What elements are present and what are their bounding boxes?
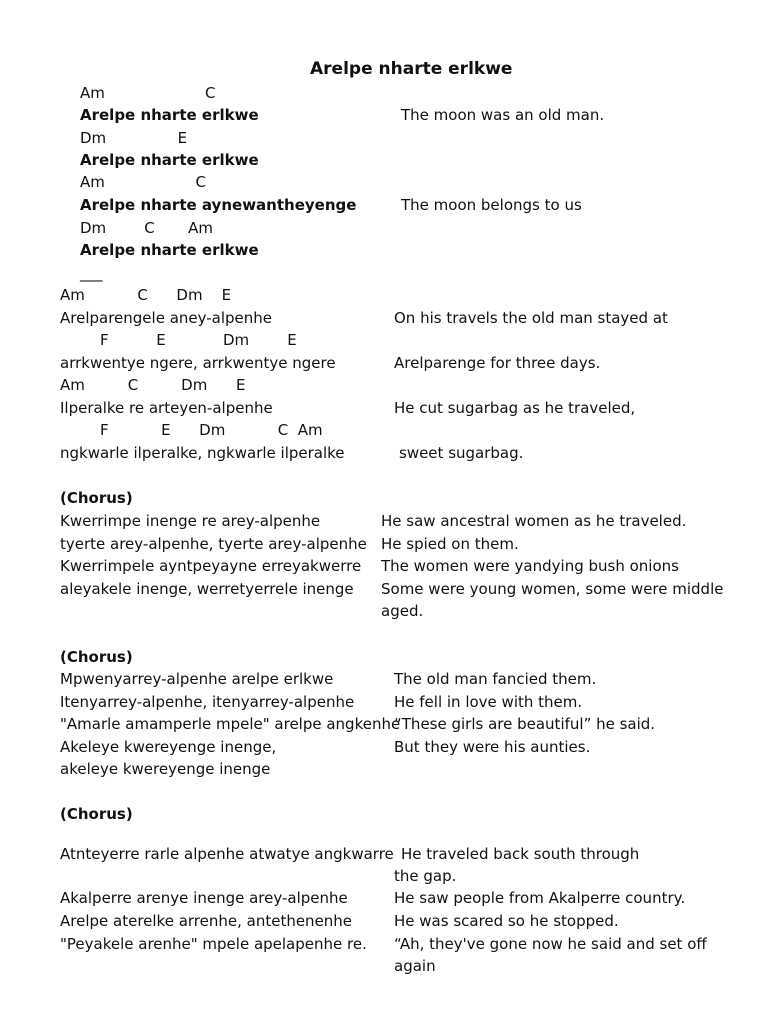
translation-line: He saw ancestral women as he traveled. (381, 512, 687, 530)
chord-line: Am C (80, 173, 206, 191)
lyric-line: tyerte arey-alpenhe, tyerte arey-alpenhe (60, 535, 367, 553)
chord-line: F E Dm C Am (100, 421, 323, 439)
lyric-line: Kwerrimpe inenge re arey-alpenhe (60, 512, 321, 530)
lyric-line: arrkwentye ngere, arrkwentye ngere (60, 354, 336, 372)
translation-line: On his travels the old man stayed at (394, 309, 668, 327)
translation-line: “These girls are beautiful” he said. (394, 715, 656, 733)
translation-line: “Ah, they've gone now he said and set off (394, 935, 707, 953)
lyric-line: ngkwarle ilperalke, ngkwarle ilperalke (60, 444, 345, 462)
lyric-line: akeleye kwereyenge inenge (60, 760, 271, 778)
lyric-line: Itenyarrey-alpenhe, itenyarrey-alpenhe (60, 693, 355, 711)
translation-line: The women were yandying bush onions (381, 557, 679, 575)
translation-line: Arelparenge for three days. (394, 354, 601, 372)
lyric-line: Arelpe nharte erlkwe (80, 151, 259, 169)
lyric-line: Akalperre arenye inenge arey-alpenhe (60, 889, 348, 907)
translation-line: He spied on them. (381, 535, 519, 553)
lyric-line: Atnteyerre rarle alpenhe atwatye angkwarre (60, 845, 394, 863)
lyric-line: Arelparengele aney-alpenhe (60, 309, 272, 327)
chord-line: Am C Dm E (60, 286, 232, 304)
lyric-line: Arelpe nharte erlkwe (80, 106, 259, 124)
lyric-line: Mpwenyarrey-alpenhe arelpe erlkwe (60, 670, 334, 688)
lyric-line: Arelpe aterelke arrenhe, antethenenhe (60, 912, 353, 930)
chorus-label: (Chorus) (60, 489, 133, 507)
translation-line: He traveled back south through (401, 845, 640, 863)
lyric-line: "Amarle amamperle mpele" arelpe angkenhe (60, 715, 401, 733)
chorus-label: (Chorus) (60, 648, 133, 666)
lyric-line: "Peyakele arenhe" mpele apelapenhe re. (60, 935, 367, 953)
translation-line: He cut sugarbag as he traveled, (394, 399, 636, 417)
chord-line: Am C (80, 84, 216, 102)
chord-line: Am C Dm E (60, 376, 246, 394)
translation-line: But they were his aunties. (394, 738, 591, 756)
translation-line: The moon belongs to us (401, 196, 582, 214)
lyric-line: aleyakele inenge, werretyerrele inenge (60, 580, 354, 598)
translation-line: He fell in love with them. (394, 693, 583, 711)
lyric-line: Kwerrimpele ayntpeyayne erreyakwerre (60, 557, 362, 575)
chord-line: Dm E (80, 129, 188, 147)
lyric-line: Ilperalke re arteyen-alpenhe (60, 399, 273, 417)
translation-line: the gap. (394, 867, 457, 885)
chord-line: F E Dm E (100, 331, 297, 349)
translation-line: The moon was an old man. (401, 106, 605, 124)
translation-line: He was scared so he stopped. (394, 912, 619, 930)
translation-line: aged. (381, 602, 424, 620)
lyric-line: Arelpe nharte erlkwe (80, 241, 259, 259)
translation-line: He saw people from Akalperre country. (394, 889, 686, 907)
translation-line: again (394, 957, 436, 975)
song-title: Arelpe nharte erlkwe (310, 59, 513, 79)
divider-line: ___ (80, 264, 103, 282)
translation-line: The old man fancied them. (394, 670, 597, 688)
translation-line: sweet sugarbag. (399, 444, 524, 462)
lyric-line: Arelpe nharte aynewantheyenge (80, 196, 357, 214)
translation-line: Some were young women, some were middle (381, 580, 724, 598)
chorus-label: (Chorus) (60, 805, 133, 823)
lyric-line: Akeleye kwereyenge inenge, (60, 738, 277, 756)
chord-line: Dm C Am (80, 219, 214, 237)
